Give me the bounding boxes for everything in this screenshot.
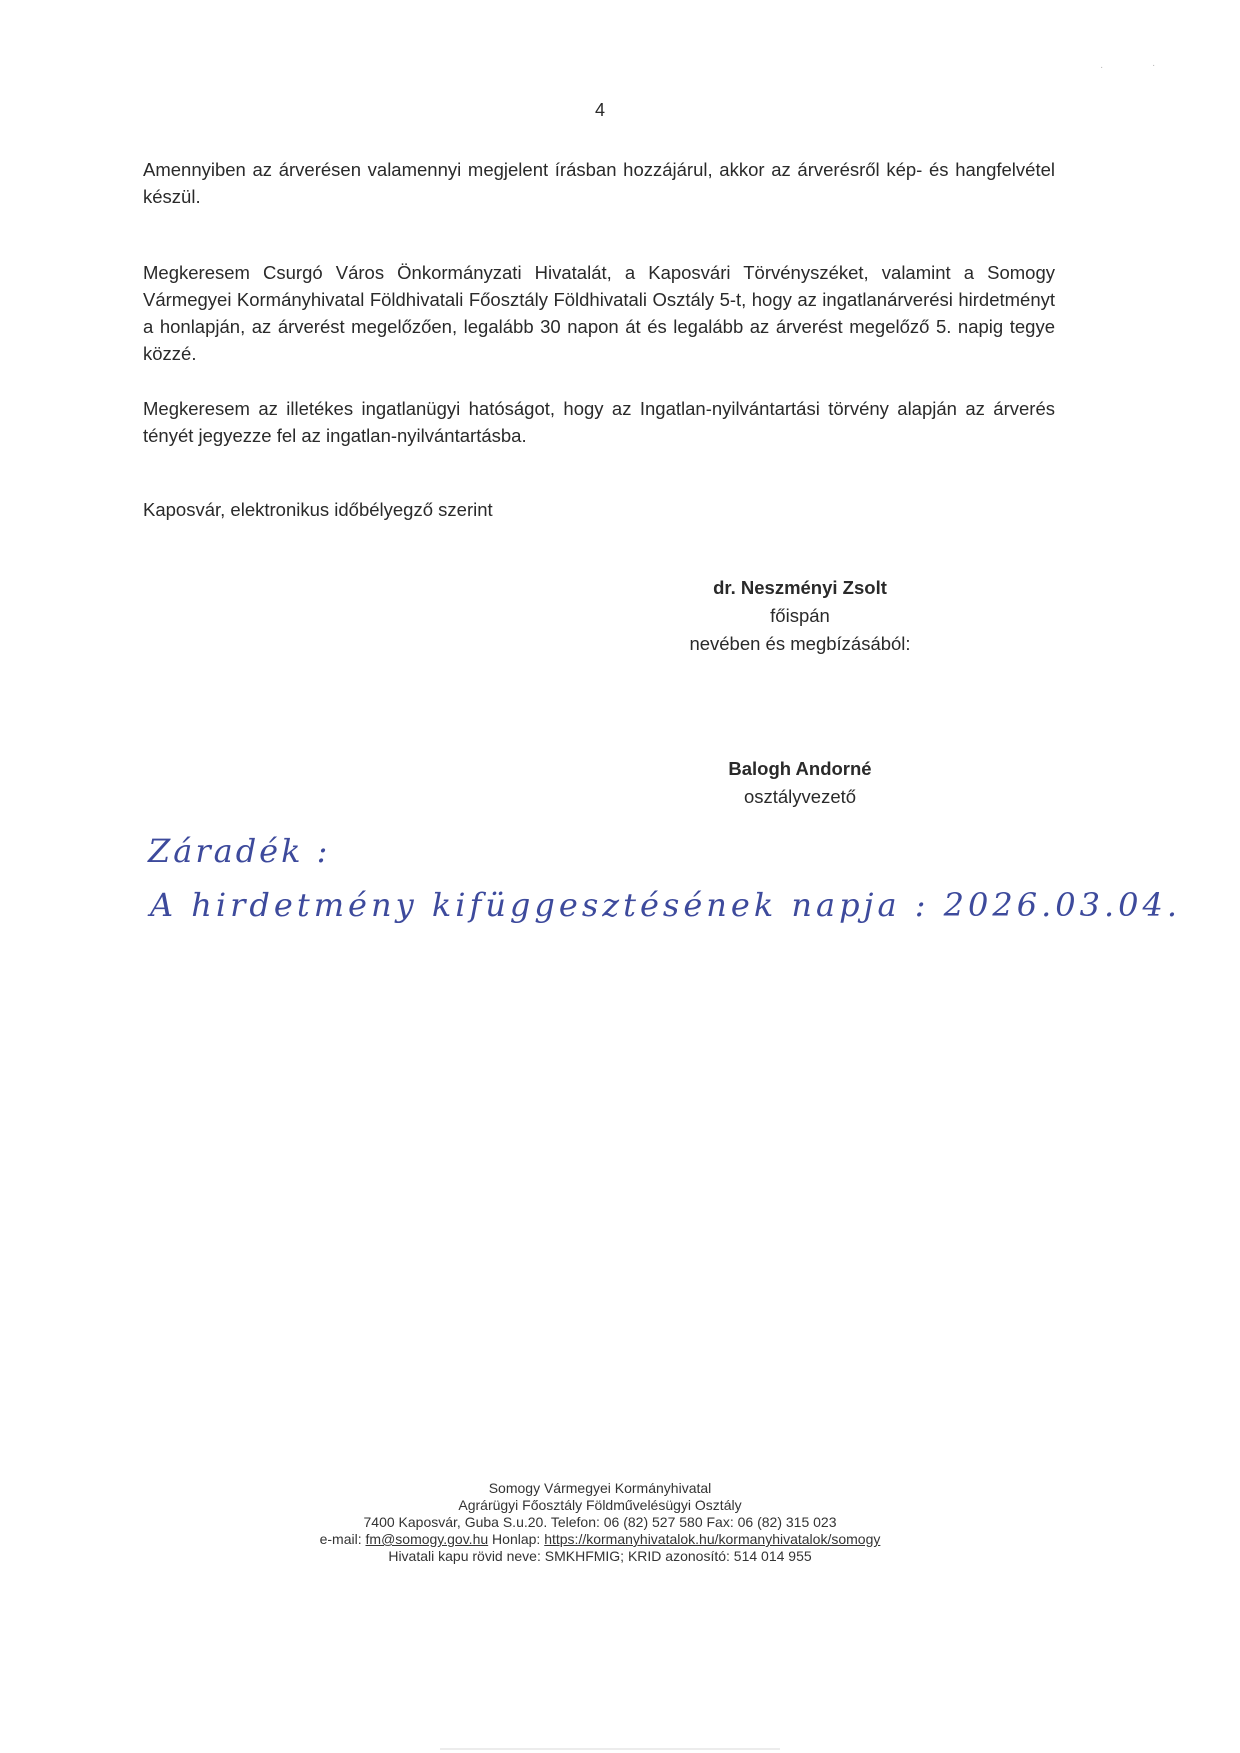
footer-contact: [0, 1531, 1200, 1548]
scan-artifact-line: [440, 1748, 780, 1750]
place-and-date: Kaposvár, elektronikus időbélyegző szerint: [143, 499, 493, 520]
signature-block-chief: [640, 574, 960, 658]
signatory-note: nevében és megbízásából:: [689, 633, 911, 654]
signatory-name: dr. Neszményi Zsolt: [713, 577, 887, 598]
paragraph-line: Vármegyei Kormányhivatal Földhivatali Főosztály Földhivatali Osztály 5-t, hogy az ingatlanárverési: [143, 289, 953, 310]
paragraph-line: hangfelvétel készül.: [143, 159, 1055, 207]
footer-address: 7400 Kaposvár, Guba S.u.20. Telefon: 06 (82) 527 580 Fax: 06 (82) 315 023: [363, 1514, 837, 1530]
paragraph-line: Megkeresem az illetékes ingatlanügyi hatóságot, hogy az Ingatlan-nyilvántartási törvény alapján az: [143, 398, 985, 419]
footer-ids: Hivatali kapu rövid neve: SMKHFMIG; KRID azonosító: 514 014 955: [388, 1548, 812, 1564]
paragraph-publication-request: [143, 259, 1055, 367]
paragraph-line: Amennyiben az árverésen valamennyi megjelent írásban hozzájárul, akkor az árverésről kép- és: [143, 159, 949, 180]
handwritten-clause-title: Záradék :: [148, 832, 331, 870]
paragraph-line: hirdetményt a honlapján, az árverést megelőzően, legalább 30 napon át és legalább az árverést: [143, 289, 1056, 337]
scan-artifact-mark: ·: [1100, 62, 1104, 73]
website-link[interactable]: https://kormanyhivatalok.hu/kormanyhivatalok/somogy: [544, 1531, 881, 1547]
email-label: e-mail:: [319, 1531, 362, 1547]
paragraph-recording: [143, 156, 1055, 210]
web-label: Honlap:: [492, 1531, 541, 1547]
page-number: 4: [594, 100, 605, 120]
signatory-name: Balogh Andorné: [728, 758, 872, 779]
email-link[interactable]: fm@somogy.gov.hu: [365, 1531, 489, 1547]
paragraph-line: árverés tényét jegyezze fel az ingatlan-nyilvántartásba.: [143, 398, 1055, 446]
footer-office: Somogy Vármegyei Kormányhivatal: [488, 1480, 712, 1496]
footer: [0, 1480, 1200, 1565]
signature-block-head: [640, 755, 960, 811]
footer-department: Agrárügyi Főosztály Földművelésügyi Osztály: [458, 1497, 742, 1513]
paragraph-line: megelőző 5. napig tegye közzé.: [143, 316, 1055, 364]
signatory-title: osztályvezető: [743, 786, 857, 807]
scan-artifact-mark: ·: [1152, 60, 1156, 71]
signatory-title: főispán: [770, 605, 830, 626]
paragraph-line: Megkeresem Csurgó Város Önkormányzati Hivatalát, a Kaposvári Törvényszéket, valamint a Somogy: [143, 262, 1055, 283]
paragraph-registry-request: [143, 395, 1055, 449]
handwritten-posting-date: A hirdetmény kifüggesztésének napja : 2026.03.04.: [150, 886, 1182, 924]
